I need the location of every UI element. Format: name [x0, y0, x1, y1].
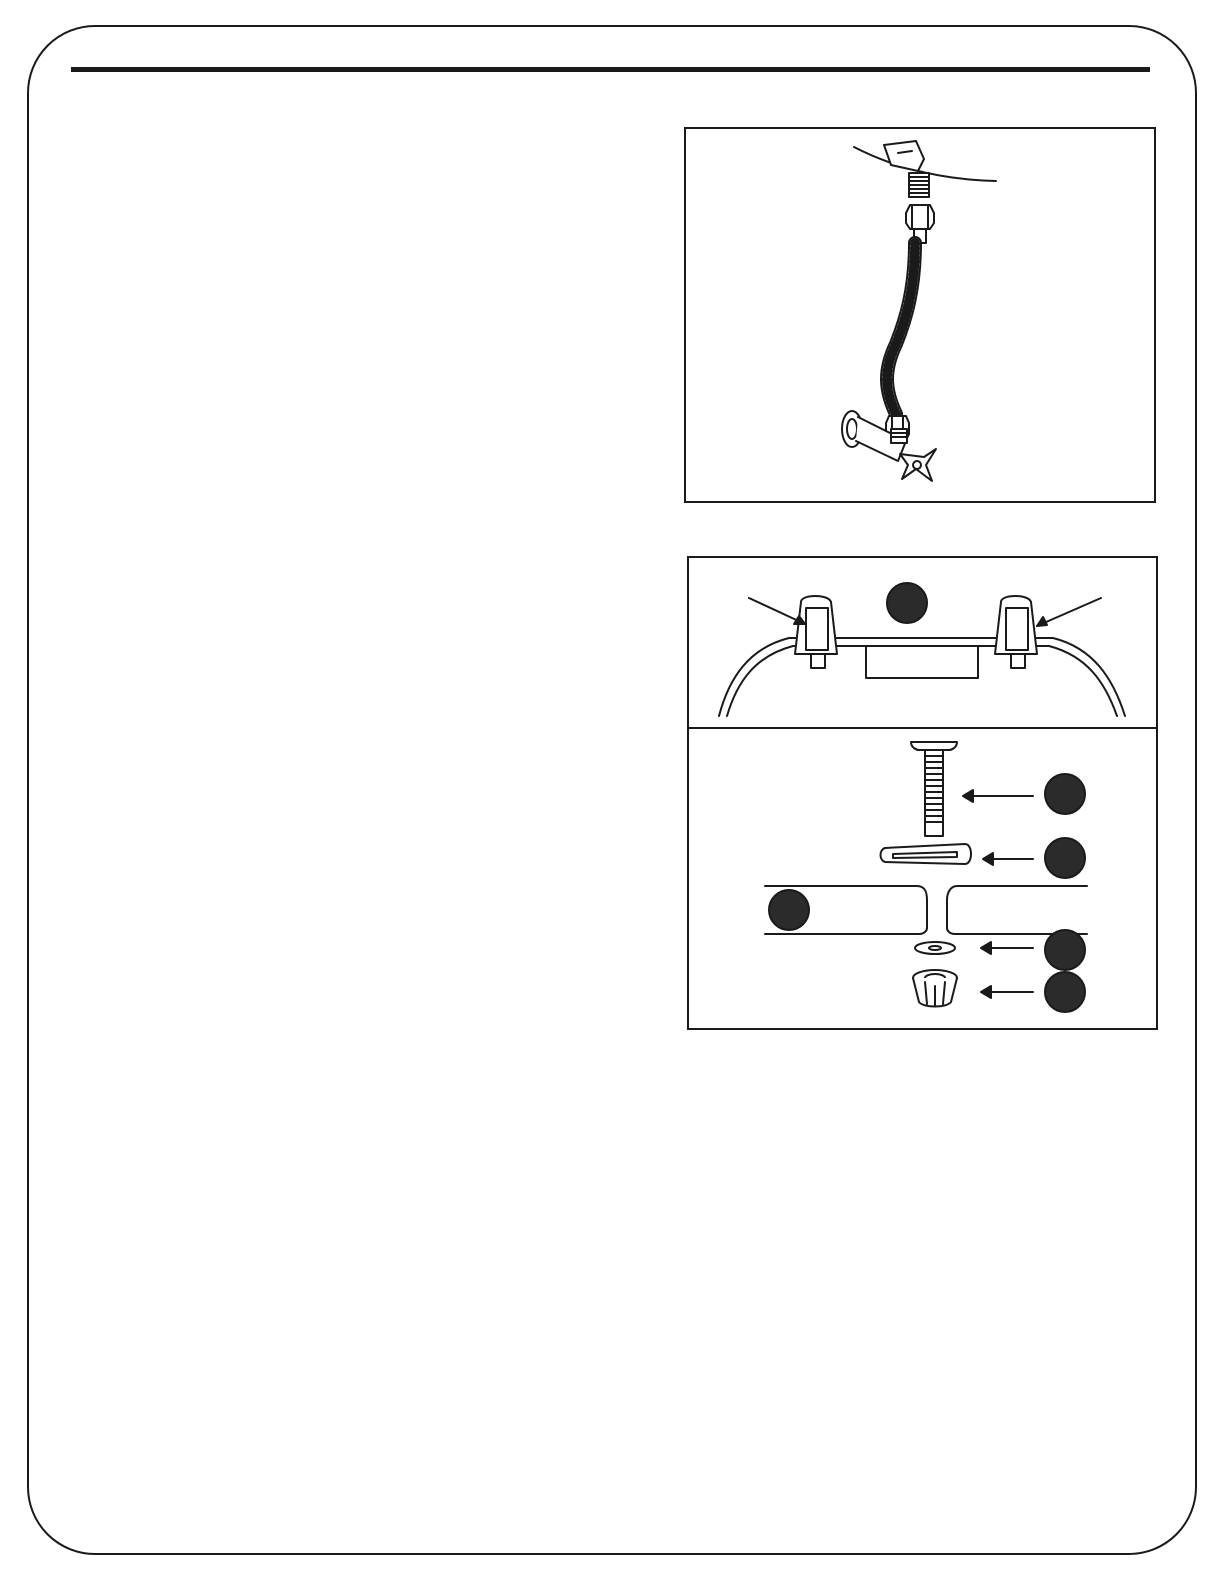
seat-hinge-figure [687, 556, 1158, 1030]
wing-nut [913, 970, 957, 1007]
seat-hinge-illustration [689, 558, 1156, 1028]
tank-inlet [884, 141, 924, 171]
callout-marker-d [769, 890, 809, 930]
callout-marker-e [1045, 930, 1085, 970]
callout-marker-b [1045, 774, 1085, 814]
coupling-nut [906, 205, 934, 229]
bowl-mounting-hole [765, 886, 1087, 934]
hinge-post-left [795, 596, 837, 668]
rim-recess [866, 646, 978, 678]
supply-line-illustration [686, 129, 1154, 501]
washer [915, 942, 955, 954]
hinge-bolt [911, 742, 957, 836]
slotted-bracket [881, 844, 972, 864]
hinge-post-right [995, 596, 1037, 668]
supply-line-figure [684, 127, 1156, 503]
pointer-right-hinge [1037, 598, 1101, 626]
inlet-threads [909, 173, 929, 197]
callout-marker-f [1045, 972, 1085, 1012]
header-rule [71, 67, 1150, 72]
callout-marker-a [887, 583, 927, 623]
callout-marker-c [1045, 838, 1085, 878]
